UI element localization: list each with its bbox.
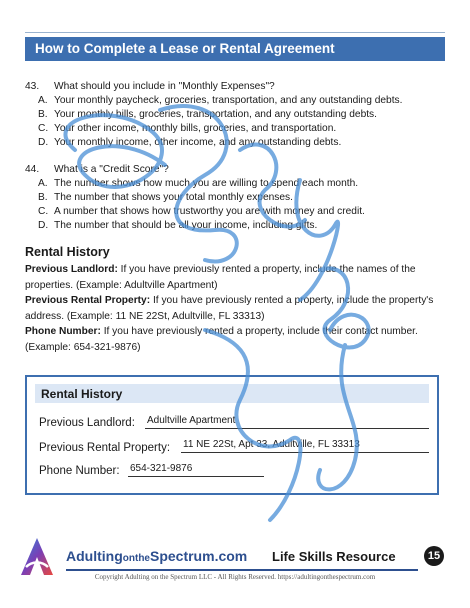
previous-rental-property-label: Previous Rental Property: [39,442,171,454]
answer-option: C. Your other income, monthly bills, groceries, and transportation. [38,123,337,134]
rental-history-heading: Rental History [25,245,110,259]
answer-option: D. The number that should be all your income, including gifts. [38,220,318,231]
previous-rental-property-field[interactable]: 11 NE 22St, Apt 33, Adultville, FL 33313 [181,439,429,453]
previous-landlord-description: Previous Landlord: If you have previously rented a property, include the names of the properties. (Example: Adultville Apartment) [25,264,416,291]
previous-landlord-field[interactable]: Adultville Apartment [145,415,429,429]
question-text: What is a "Credit Score"? [54,164,169,175]
rental-history-example-form [25,375,439,495]
top-rule [25,32,445,33]
phone-number-label: Phone Number: [39,465,120,477]
phone-number-description: Phone Number: If you have previously rented a property, include their contact number. (Example: 654-321-9876) [25,326,418,353]
question-number: 43. [25,81,40,92]
footer-rule [66,569,418,571]
question-44 [25,163,450,233]
question-43 [25,80,450,150]
previous-property-description: Previous Rental Property: If you have previously rented a property, include the property's address. (Example: 11 NE 22St, Adultville, FL 33313) [25,295,434,322]
brand-name: AdultingontheSpectrum.com [66,548,248,564]
answer-option: A. Your monthly paycheck, groceries, transportation, and any outstanding debts. [38,95,403,106]
answer-option: B. Your monthly bills, groceries, transportation, and any outstanding debts. [38,109,377,120]
form-header: Rental History [35,384,429,403]
answer-option: B. The number that shows your total monthly expenses. [38,192,293,203]
previous-landlord-label: Previous Landlord: [39,417,135,429]
answer-option: A. The number shows how much you are willing to spend each month. [38,178,359,189]
life-skills-resource-label: Life Skills Resource [272,549,396,564]
copyright-notice: Copyright Adulting on the Spectrum LLC - All Rights Reserved. https://adultingonthespectrum.com [94,573,376,581]
question-number: 44. [25,164,40,175]
answer-option: D. Your monthly income, other income, and any outstanding debts. [38,137,342,148]
page-title: How to Complete a Lease or Rental Agreement [25,37,445,61]
answer-option: C. A number that shows how trustworthy you are with money and credit. [38,206,365,217]
phone-number-field[interactable]: 654-321-9876 [128,463,264,477]
page-number-badge: 15 [424,546,444,566]
question-text: What should you include in "Monthly Expenses"? [54,81,275,92]
